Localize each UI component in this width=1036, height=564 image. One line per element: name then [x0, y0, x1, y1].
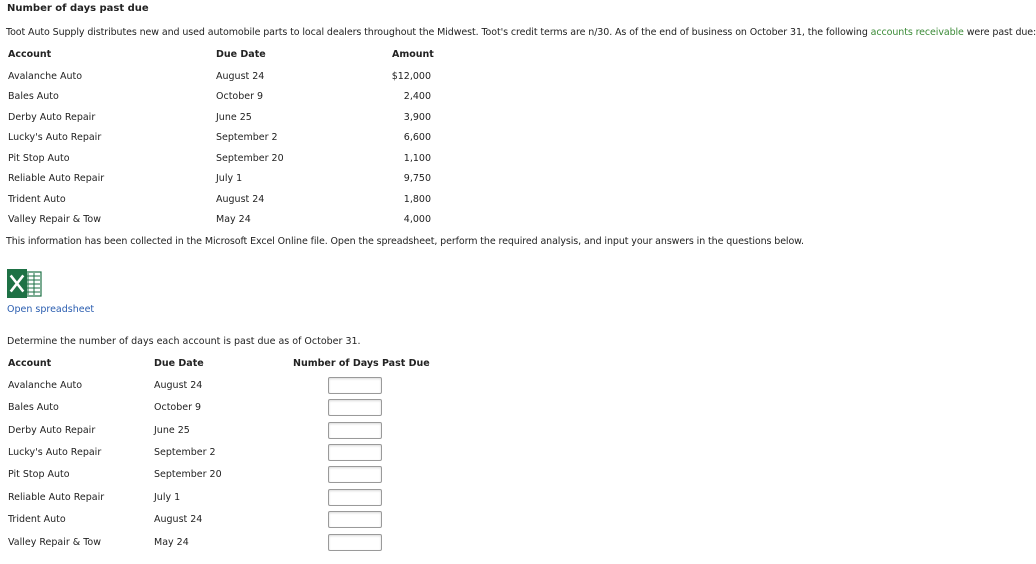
days-past-due-input[interactable]	[328, 489, 382, 506]
days-past-due-input[interactable]	[328, 534, 382, 551]
days-past-due-input[interactable]	[328, 377, 382, 394]
due-date: June 25	[154, 425, 190, 436]
table-row	[0, 153, 450, 167]
account-name: Avalanche Auto	[8, 380, 83, 391]
account-name: Reliable Auto Repair	[8, 173, 105, 184]
account-name: Lucky's Auto Repair	[8, 447, 102, 458]
account-name: Derby Auto Repair	[8, 425, 96, 436]
table-row	[0, 132, 450, 146]
table-row	[0, 444, 450, 462]
due-date: June 25	[216, 112, 252, 123]
account-name: Valley Repair & Tow	[8, 537, 101, 548]
table-row	[0, 399, 450, 417]
question-prompt: Determine the number of days each account is past due as of October 31.	[7, 336, 361, 347]
amount: 1,100	[403, 153, 431, 164]
table-row	[0, 91, 450, 105]
past-due-table-header	[0, 49, 450, 63]
days-past-due-input[interactable]	[328, 466, 382, 483]
table-row	[0, 511, 450, 529]
account-name: Bales Auto	[8, 402, 59, 413]
due-date: July 1	[216, 173, 243, 184]
spreadsheet-note: This information has been collected in the Microsoft Excel Online file. Open the spreadsheet, perform the required analysis, and input your answers in the questions below.	[6, 236, 804, 247]
due-date: October 9	[154, 402, 202, 413]
days-past-due-input[interactable]	[328, 511, 382, 528]
due-date: September 20	[216, 153, 284, 164]
due-date: September 2	[216, 132, 278, 143]
table-row	[0, 112, 450, 126]
due-date: August 24	[154, 514, 203, 525]
due-date: September 2	[154, 447, 216, 458]
header-due-date: Due Date	[216, 49, 266, 60]
amount: 6,600	[403, 132, 431, 143]
page-title: Number of days past due	[7, 3, 149, 14]
table-row	[0, 71, 450, 85]
days-past-due-table-header	[0, 358, 450, 372]
amount: 9,750	[403, 173, 431, 184]
table-row	[0, 534, 450, 552]
table-row	[0, 173, 450, 187]
intro-paragraph	[6, 27, 1036, 38]
intro-text-after: were past due:	[963, 27, 1036, 38]
account-name: Pit Stop Auto	[8, 469, 70, 480]
amount: 2,400	[403, 91, 431, 102]
due-date: May 24	[216, 214, 251, 225]
due-date: July 1	[154, 492, 181, 503]
account-name: Lucky's Auto Repair	[8, 132, 102, 143]
account-name: Avalanche Auto	[8, 71, 83, 82]
excel-icon[interactable]	[7, 268, 42, 299]
header-account: Account	[8, 49, 52, 60]
table-row	[0, 422, 450, 440]
table-row	[0, 377, 450, 395]
intro-text-before: Toot Auto Supply distributes new and used automobile parts to local dealers throughout the Midwest. Toot's credit terms are n/30. As of the end of business on October 31, the following	[6, 27, 871, 38]
amount: 4,000	[403, 214, 431, 225]
days-past-due-input[interactable]	[328, 399, 382, 416]
amount: 3,900	[403, 112, 431, 123]
account-name: Derby Auto Repair	[8, 112, 96, 123]
due-date: October 9	[216, 91, 264, 102]
header-amount: Amount	[392, 49, 434, 60]
account-name: Trident Auto	[8, 194, 66, 205]
amount: 1,800	[403, 194, 431, 205]
days-past-due-input[interactable]	[328, 422, 382, 439]
table-row	[0, 194, 450, 208]
due-date: September 20	[154, 469, 222, 480]
table-row	[0, 214, 450, 228]
due-date: August 24	[216, 194, 265, 205]
header-days-past-due: Number of Days Past Due	[293, 358, 430, 369]
due-date: August 24	[154, 380, 203, 391]
accounts-receivable-link[interactable]: accounts receivable	[870, 27, 964, 38]
table-row	[0, 466, 450, 484]
account-name: Reliable Auto Repair	[8, 492, 105, 503]
amount: $12,000	[391, 71, 431, 82]
header-account: Account	[8, 358, 52, 369]
account-name: Bales Auto	[8, 91, 59, 102]
due-date: May 24	[154, 537, 189, 548]
account-name: Trident Auto	[8, 514, 66, 525]
due-date: August 24	[216, 71, 265, 82]
table-row	[0, 489, 450, 507]
account-name: Pit Stop Auto	[8, 153, 70, 164]
days-past-due-input[interactable]	[328, 444, 382, 461]
open-spreadsheet-link[interactable]: Open spreadsheet	[7, 304, 95, 315]
header-due-date: Due Date	[154, 358, 204, 369]
account-name: Valley Repair & Tow	[8, 214, 101, 225]
